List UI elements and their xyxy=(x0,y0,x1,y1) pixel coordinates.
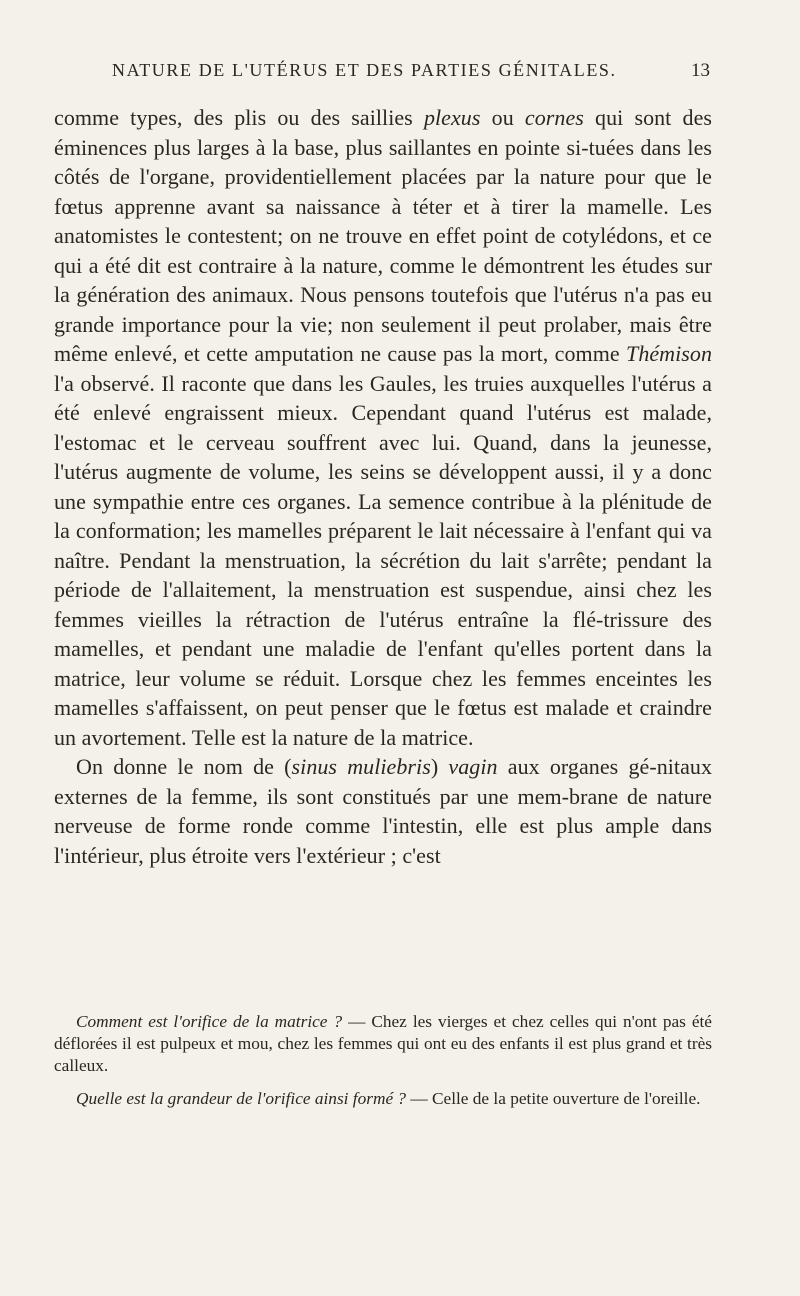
text-run: ou xyxy=(480,105,525,130)
footnotes xyxy=(54,1011,712,1121)
italic-name-themison: Thémison xyxy=(626,341,712,366)
running-title: NATURE DE L'UTÉRUS ET DES PARTIES GÉNITALES. xyxy=(112,60,617,80)
text-run: On donne le nom de ( xyxy=(76,754,292,779)
footnote-question: Comment est l'orifice de la matrice ? xyxy=(76,1012,343,1031)
page-number: 13 xyxy=(691,60,710,81)
footnote xyxy=(54,1088,712,1110)
text-run: aux organes gé-nitaux externes de la femme, ils sont constitués par une mem-brane de nature nerveuse de forme ronde comme l'intestin, elle est plus ample dans l'intérieur, plus étroite vers l'extérieur ; c'est xyxy=(54,754,712,868)
italic-term-sinus-muliebris: sinus muliebris xyxy=(291,754,431,779)
text-run: comme types, des plis ou des saillies xyxy=(54,105,424,130)
footnote-answer: — Celle de la petite ouverture de l'oreille. xyxy=(406,1089,701,1108)
main-text xyxy=(54,103,712,870)
footnote-answer: — Chez les vierges et chez celles qui n'ont pas été déflorées il est pulpeux et mou, chez les femmes qui ont eu des enfants il est plus grand et très calleux. xyxy=(54,1012,712,1075)
paragraph xyxy=(54,752,712,870)
italic-term-plexus: plexus xyxy=(423,105,481,130)
running-header xyxy=(112,60,710,90)
footnote xyxy=(54,1011,712,1077)
italic-term-cornes: cornes xyxy=(524,105,584,130)
text-run: qui sont des éminences plus larges à la base, plus saillantes en pointe si-tuées dans les côtés de l'organe, providentiellement placées par la nature pour que le fœtus apprenne avant sa naissance à téter et à tirer la mamelle. Les anatomistes le contestent; on ne trouve en effet point de cotylédons, et ce qui a été dit est contraire à la nature, comme le démontrent les études sur la génération des animaux. Nous pensons toutefois que l'utérus n'a pas eu grande importance pour la vie; non seulement il peut prolaber, mais être même enlevé, et cette amputation ne cause pas la mort, comme xyxy=(54,105,712,366)
paragraph xyxy=(54,103,712,752)
footnote-question: Quelle est la grandeur de l'orifice ainsi formé ? xyxy=(76,1089,407,1108)
text-run: ) xyxy=(430,754,449,779)
italic-term-vagin: vagin xyxy=(448,754,498,779)
text-run: l'a observé. Il raconte que dans les Gaules, les truies auxquelles l'utérus a été enlevé engraissent mieux. Cependant quand l'utérus est malade, l'estomac et le cerveau souffrent avec lui. Quand, dans la jeunesse, l'utérus augmente de volume, les seins se développent aussi, il y a donc une sympathie entre ces organes. La semence contribue à la plénitude de la conformation; les mamelles préparent le lait nécessaire à l'enfant qui va naître. Pendant la menstruation, la sécrétion du lait s'arrête; pendant la période de l'allaitement, la menstruation est suspendue, ainsi chez les femmes vieilles la rétraction de l'utérus entraîne la flé-trissure des mamelles, et pendant une maladie de l'enfant qu'elles portent dans la matrice, leur volume se réduit. Lorsque chez les femmes enceintes les mamelles s'affaissent, on peut penser que le fœtus est malade et craindre un avortement. Telle est la nature de la matrice. xyxy=(54,370,712,750)
